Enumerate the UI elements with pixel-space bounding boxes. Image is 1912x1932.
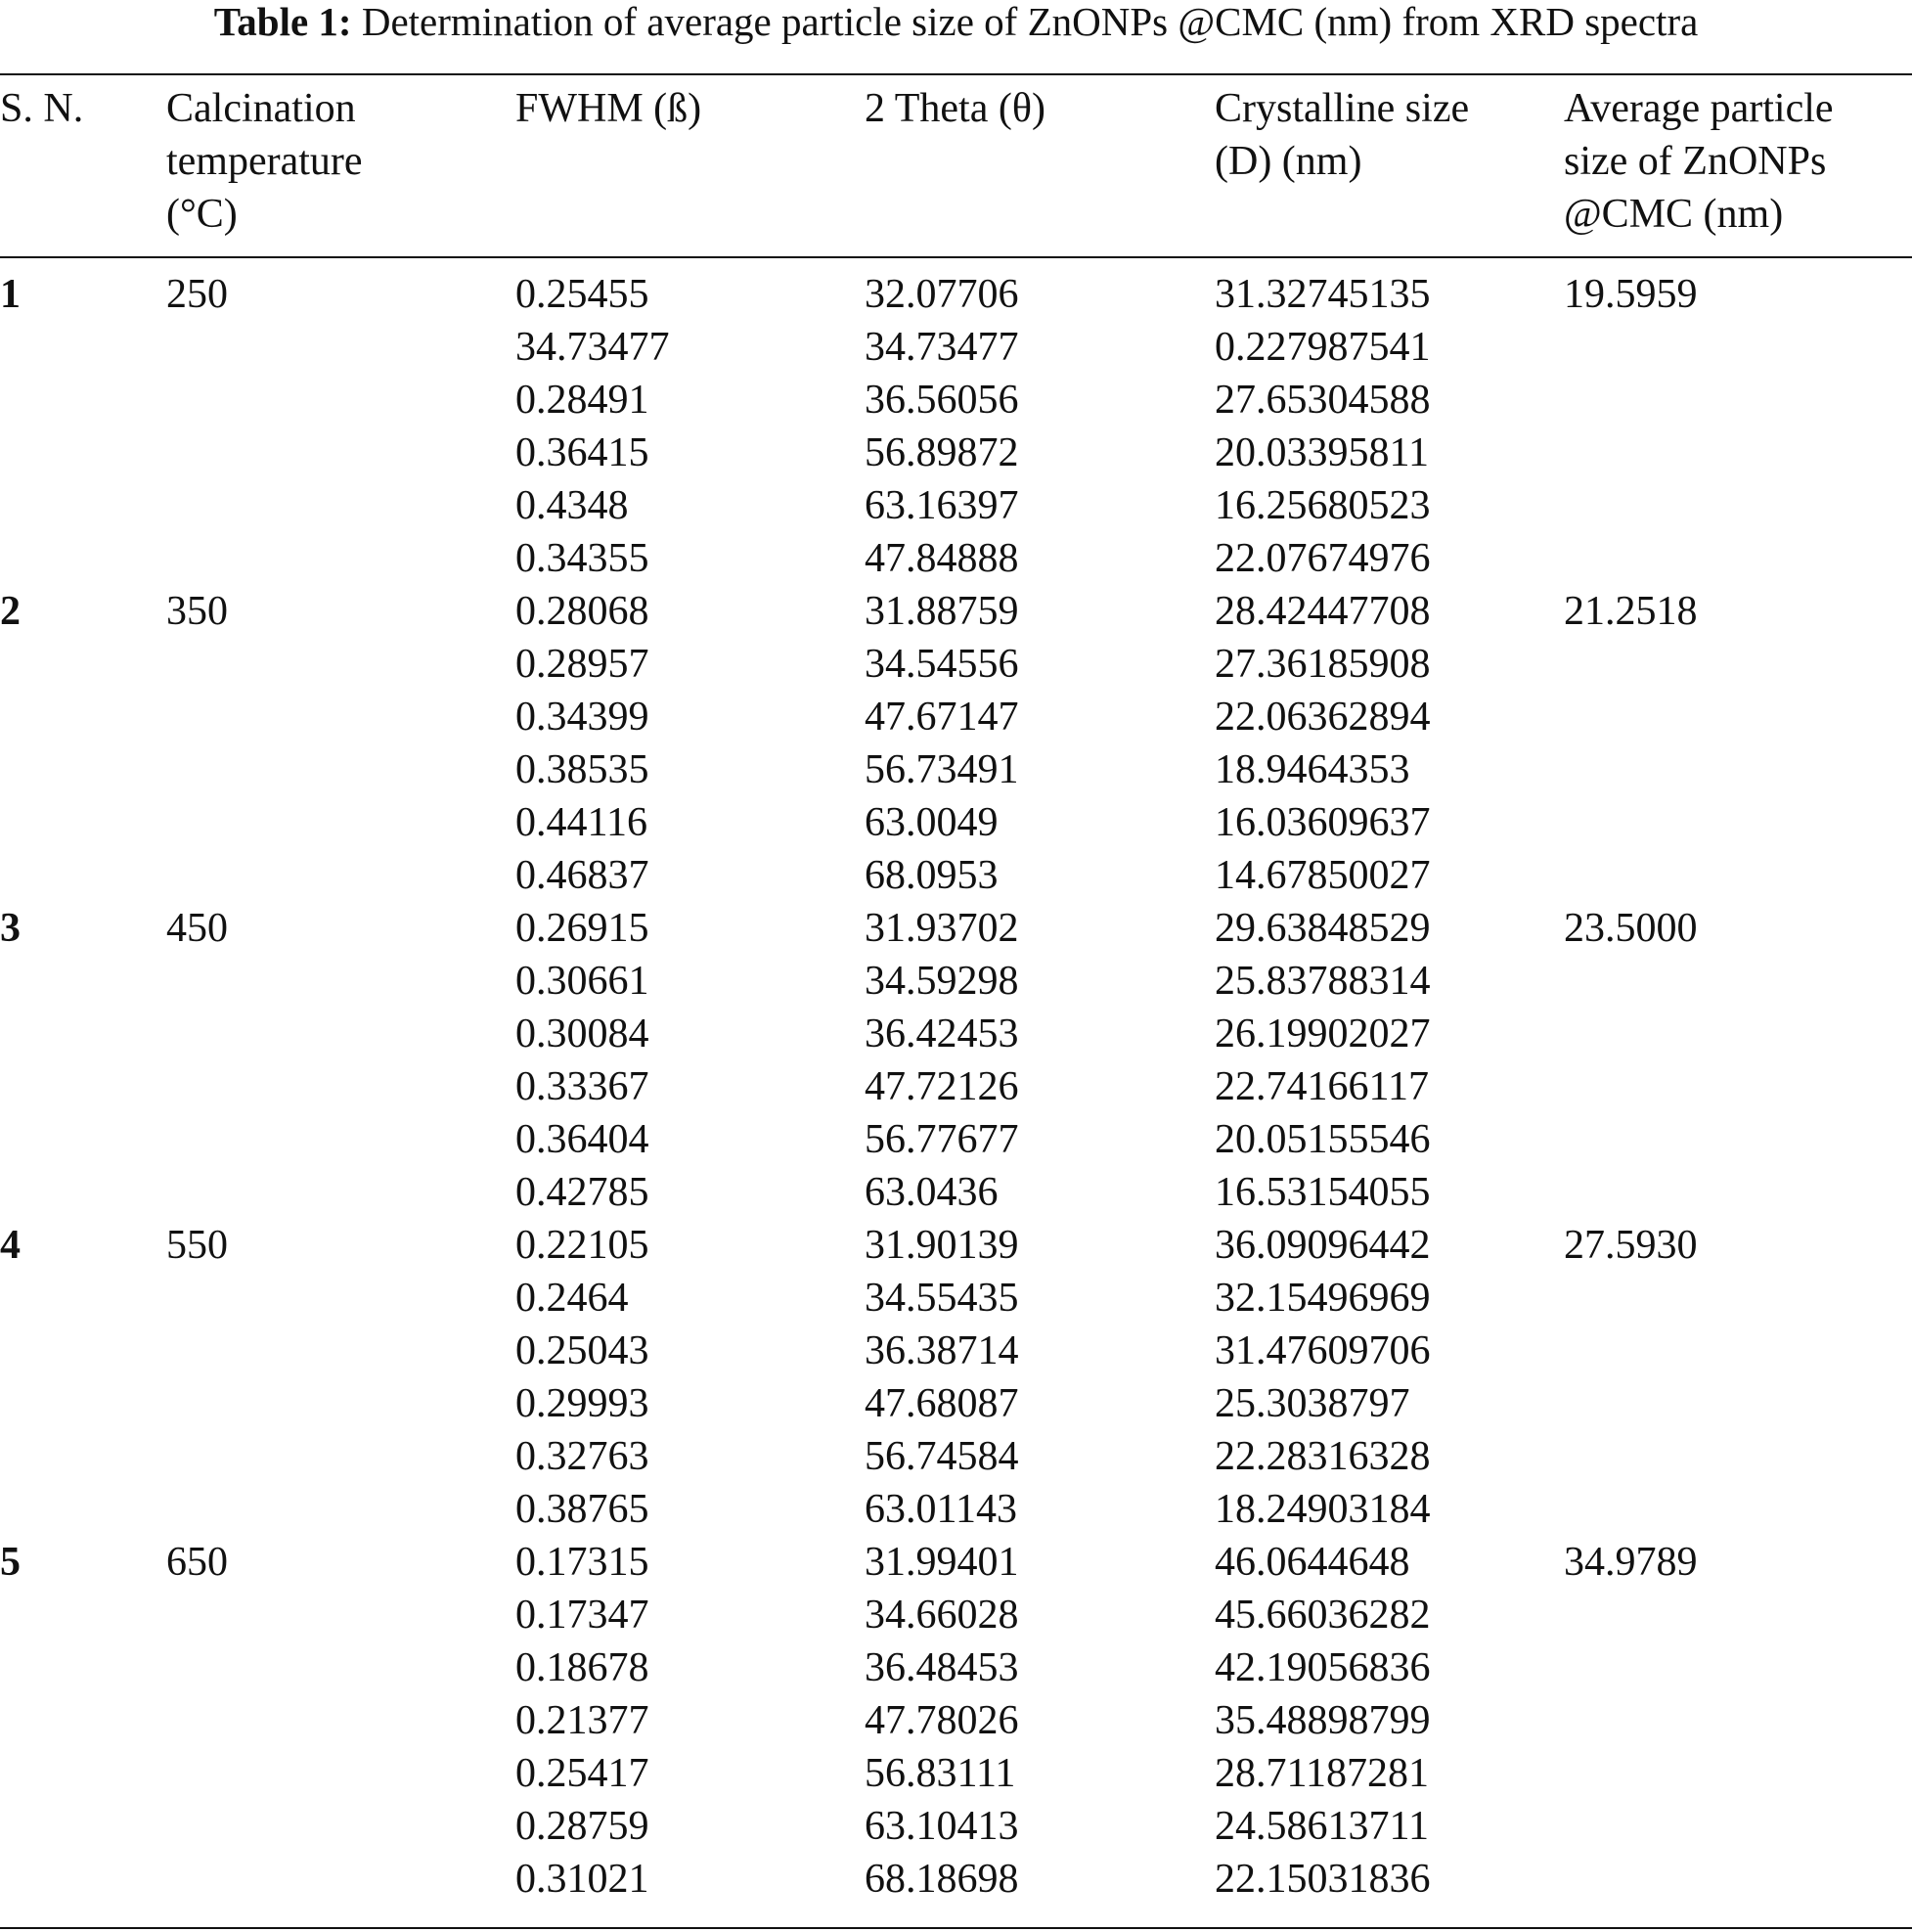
temperature-cell: 350 xyxy=(166,589,228,634)
fwhm-cell: 0.30661 xyxy=(515,959,649,1004)
fwhm-cell: 0.22105 xyxy=(515,1223,649,1268)
crystalline-size-cell: 27.36185908 xyxy=(1215,642,1431,687)
sn-cell: 5 xyxy=(0,1540,21,1585)
crystalline-size-cell: 25.3038797 xyxy=(1215,1381,1410,1426)
crystalline-size-cell: 16.25680523 xyxy=(1215,483,1431,528)
two-theta-cell: 36.48453 xyxy=(865,1645,1019,1690)
two-theta-cell: 31.99401 xyxy=(865,1540,1019,1585)
temperature-cell: 250 xyxy=(166,272,228,317)
fwhm-cell: 0.17315 xyxy=(515,1540,649,1585)
fwhm-cell: 0.21377 xyxy=(515,1698,649,1743)
two-theta-cell: 56.77677 xyxy=(865,1117,1019,1162)
fwhm-cell: 0.25043 xyxy=(515,1328,649,1373)
two-theta-cell: 56.74584 xyxy=(865,1434,1019,1479)
crystalline-size-cell: 29.63848529 xyxy=(1215,906,1431,951)
crystalline-size-cell: 22.07674976 xyxy=(1215,536,1431,581)
average-size-cell: 19.5959 xyxy=(1564,272,1698,317)
fwhm-cell: 0.26915 xyxy=(515,906,649,951)
fwhm-cell: 0.32763 xyxy=(515,1434,649,1479)
header-temperature-line: temperature xyxy=(166,139,363,184)
crystalline-size-cell: 22.74166117 xyxy=(1215,1064,1429,1109)
temperature-cell: 550 xyxy=(166,1223,228,1268)
two-theta-cell: 34.55435 xyxy=(865,1276,1019,1321)
two-theta-cell: 47.72126 xyxy=(865,1064,1019,1109)
fwhm-cell: 0.28759 xyxy=(515,1804,649,1849)
two-theta-cell: 56.83111 xyxy=(865,1751,1016,1796)
two-theta-cell: 63.16397 xyxy=(865,483,1019,528)
crystalline-size-cell: 0.227987541 xyxy=(1215,325,1431,370)
header-crystalline-size xyxy=(1215,82,1469,188)
crystalline-size-cell: 24.58613711 xyxy=(1215,1804,1429,1849)
top-rule xyxy=(0,73,1912,75)
two-theta-cell: 34.54556 xyxy=(865,642,1019,687)
two-theta-cell: 31.90139 xyxy=(865,1223,1019,1268)
two-theta-cell: 36.38714 xyxy=(865,1328,1019,1373)
crystalline-size-cell: 16.03609637 xyxy=(1215,800,1431,845)
fwhm-cell: 0.31021 xyxy=(515,1857,649,1902)
sn-cell: 3 xyxy=(0,906,21,951)
sn-cell: 2 xyxy=(0,589,21,634)
crystalline-size-cell: 31.47609706 xyxy=(1215,1328,1431,1373)
crystalline-size-cell: 28.71187281 xyxy=(1215,1751,1429,1796)
fwhm-cell: 0.36415 xyxy=(515,430,649,475)
fwhm-cell: 0.17347 xyxy=(515,1593,649,1638)
average-size-cell: 23.5000 xyxy=(1564,906,1698,951)
crystalline-size-cell: 32.15496969 xyxy=(1215,1276,1431,1321)
fwhm-cell: 0.34355 xyxy=(515,536,649,581)
crystalline-size-cell: 25.83788314 xyxy=(1215,959,1431,1004)
fwhm-cell: 0.18678 xyxy=(515,1645,649,1690)
fwhm-cell: 0.25455 xyxy=(515,272,649,317)
header-crystalline-size-line: Crystalline size xyxy=(1215,86,1470,131)
two-theta-cell: 36.42453 xyxy=(865,1011,1019,1056)
two-theta-cell: 47.78026 xyxy=(865,1698,1019,1743)
crystalline-size-cell: 42.19056836 xyxy=(1215,1645,1431,1690)
crystalline-size-cell: 20.05155546 xyxy=(1215,1117,1431,1162)
two-theta-cell: 34.66028 xyxy=(865,1593,1019,1638)
fwhm-cell: 0.38535 xyxy=(515,747,649,792)
fwhm-cell: 0.36404 xyxy=(515,1117,649,1162)
header-fwhm xyxy=(515,82,701,135)
fwhm-cell: 0.33367 xyxy=(515,1064,649,1109)
average-size-cell: 21.2518 xyxy=(1564,589,1698,634)
fwhm-cell: 34.73477 xyxy=(515,325,670,370)
crystalline-size-cell: 22.15031836 xyxy=(1215,1857,1431,1902)
crystalline-size-cell: 46.0644648 xyxy=(1215,1540,1410,1585)
average-size-cell: 34.9789 xyxy=(1564,1540,1698,1585)
two-theta-cell: 34.73477 xyxy=(865,325,1019,370)
table-caption xyxy=(0,0,1912,47)
two-theta-cell: 63.0436 xyxy=(865,1170,999,1215)
header-two-theta-line: 2 Theta (θ) xyxy=(865,86,1045,131)
two-theta-cell: 34.59298 xyxy=(865,959,1019,1004)
crystalline-size-cell: 18.24903184 xyxy=(1215,1487,1431,1532)
fwhm-cell: 0.30084 xyxy=(515,1011,649,1056)
crystalline-size-cell: 20.03395811 xyxy=(1215,430,1429,475)
fwhm-cell: 0.34399 xyxy=(515,695,649,740)
fwhm-cell: 0.2464 xyxy=(515,1276,629,1321)
bottom-rule xyxy=(0,1927,1912,1929)
crystalline-size-cell: 14.67850027 xyxy=(1215,853,1431,898)
fwhm-cell: 0.28491 xyxy=(515,378,649,423)
caption-label: Table 1: xyxy=(213,0,352,44)
temperature-cell: 450 xyxy=(166,906,228,951)
sn-cell: 4 xyxy=(0,1223,21,1268)
two-theta-cell: 47.68087 xyxy=(865,1381,1019,1426)
fwhm-cell: 0.42785 xyxy=(515,1170,649,1215)
header-average-particle-size-line: Average particle xyxy=(1564,86,1834,131)
header-average-particle-size-line: size of ZnONPs xyxy=(1564,139,1827,184)
sn-cell: 1 xyxy=(0,272,21,317)
crystalline-size-cell: 35.48898799 xyxy=(1215,1698,1431,1743)
fwhm-cell: 0.28068 xyxy=(515,589,649,634)
header-sn xyxy=(0,82,83,135)
crystalline-size-cell: 36.09096442 xyxy=(1215,1223,1431,1268)
header-average-particle-size-line: @CMC (nm) xyxy=(1564,192,1784,237)
header-average-particle-size xyxy=(1564,82,1834,241)
two-theta-cell: 68.18698 xyxy=(865,1857,1019,1902)
header-two-theta xyxy=(865,82,1045,135)
two-theta-cell: 56.73491 xyxy=(865,747,1019,792)
crystalline-size-cell: 22.06362894 xyxy=(1215,695,1431,740)
two-theta-cell: 56.89872 xyxy=(865,430,1019,475)
fwhm-cell: 0.44116 xyxy=(515,800,647,845)
crystalline-size-cell: 18.9464353 xyxy=(1215,747,1410,792)
header-rule xyxy=(0,256,1912,258)
crystalline-size-cell: 22.28316328 xyxy=(1215,1434,1431,1479)
fwhm-cell: 0.25417 xyxy=(515,1751,649,1796)
fwhm-cell: 0.28957 xyxy=(515,642,649,687)
header-temperature-line: (°C) xyxy=(166,192,238,237)
two-theta-cell: 36.56056 xyxy=(865,378,1019,423)
header-fwhm-line: FWHM (ß) xyxy=(515,86,702,131)
fwhm-cell: 0.4348 xyxy=(515,483,629,528)
two-theta-cell: 47.67147 xyxy=(865,695,1019,740)
crystalline-size-cell: 45.66036282 xyxy=(1215,1593,1431,1638)
temperature-cell: 650 xyxy=(166,1540,228,1585)
crystalline-size-cell: 16.53154055 xyxy=(1215,1170,1431,1215)
fwhm-cell: 0.38765 xyxy=(515,1487,649,1532)
header-temperature-line: Calcination xyxy=(166,86,356,131)
header-sn-line: S. N. xyxy=(0,86,84,131)
header-temperature xyxy=(166,82,363,241)
crystalline-size-cell: 26.19902027 xyxy=(1215,1011,1431,1056)
two-theta-cell: 32.07706 xyxy=(865,272,1019,317)
two-theta-cell: 47.84888 xyxy=(865,536,1019,581)
two-theta-cell: 31.88759 xyxy=(865,589,1019,634)
crystalline-size-cell: 27.65304588 xyxy=(1215,378,1431,423)
average-size-cell: 27.5930 xyxy=(1564,1223,1698,1268)
crystalline-size-cell: 28.42447708 xyxy=(1215,589,1431,634)
crystalline-size-cell: 31.32745135 xyxy=(1215,272,1431,317)
fwhm-cell: 0.29993 xyxy=(515,1381,649,1426)
caption-text: Determination of average particle size of ZnONPs @CMC (nm) from XRD spectra xyxy=(361,0,1699,44)
two-theta-cell: 31.93702 xyxy=(865,906,1019,951)
two-theta-cell: 68.0953 xyxy=(865,853,999,898)
two-theta-cell: 63.01143 xyxy=(865,1487,1017,1532)
header-crystalline-size-line: (D) (nm) xyxy=(1215,139,1362,184)
two-theta-cell: 63.10413 xyxy=(865,1804,1019,1849)
two-theta-cell: 63.0049 xyxy=(865,800,999,845)
fwhm-cell: 0.46837 xyxy=(515,853,649,898)
